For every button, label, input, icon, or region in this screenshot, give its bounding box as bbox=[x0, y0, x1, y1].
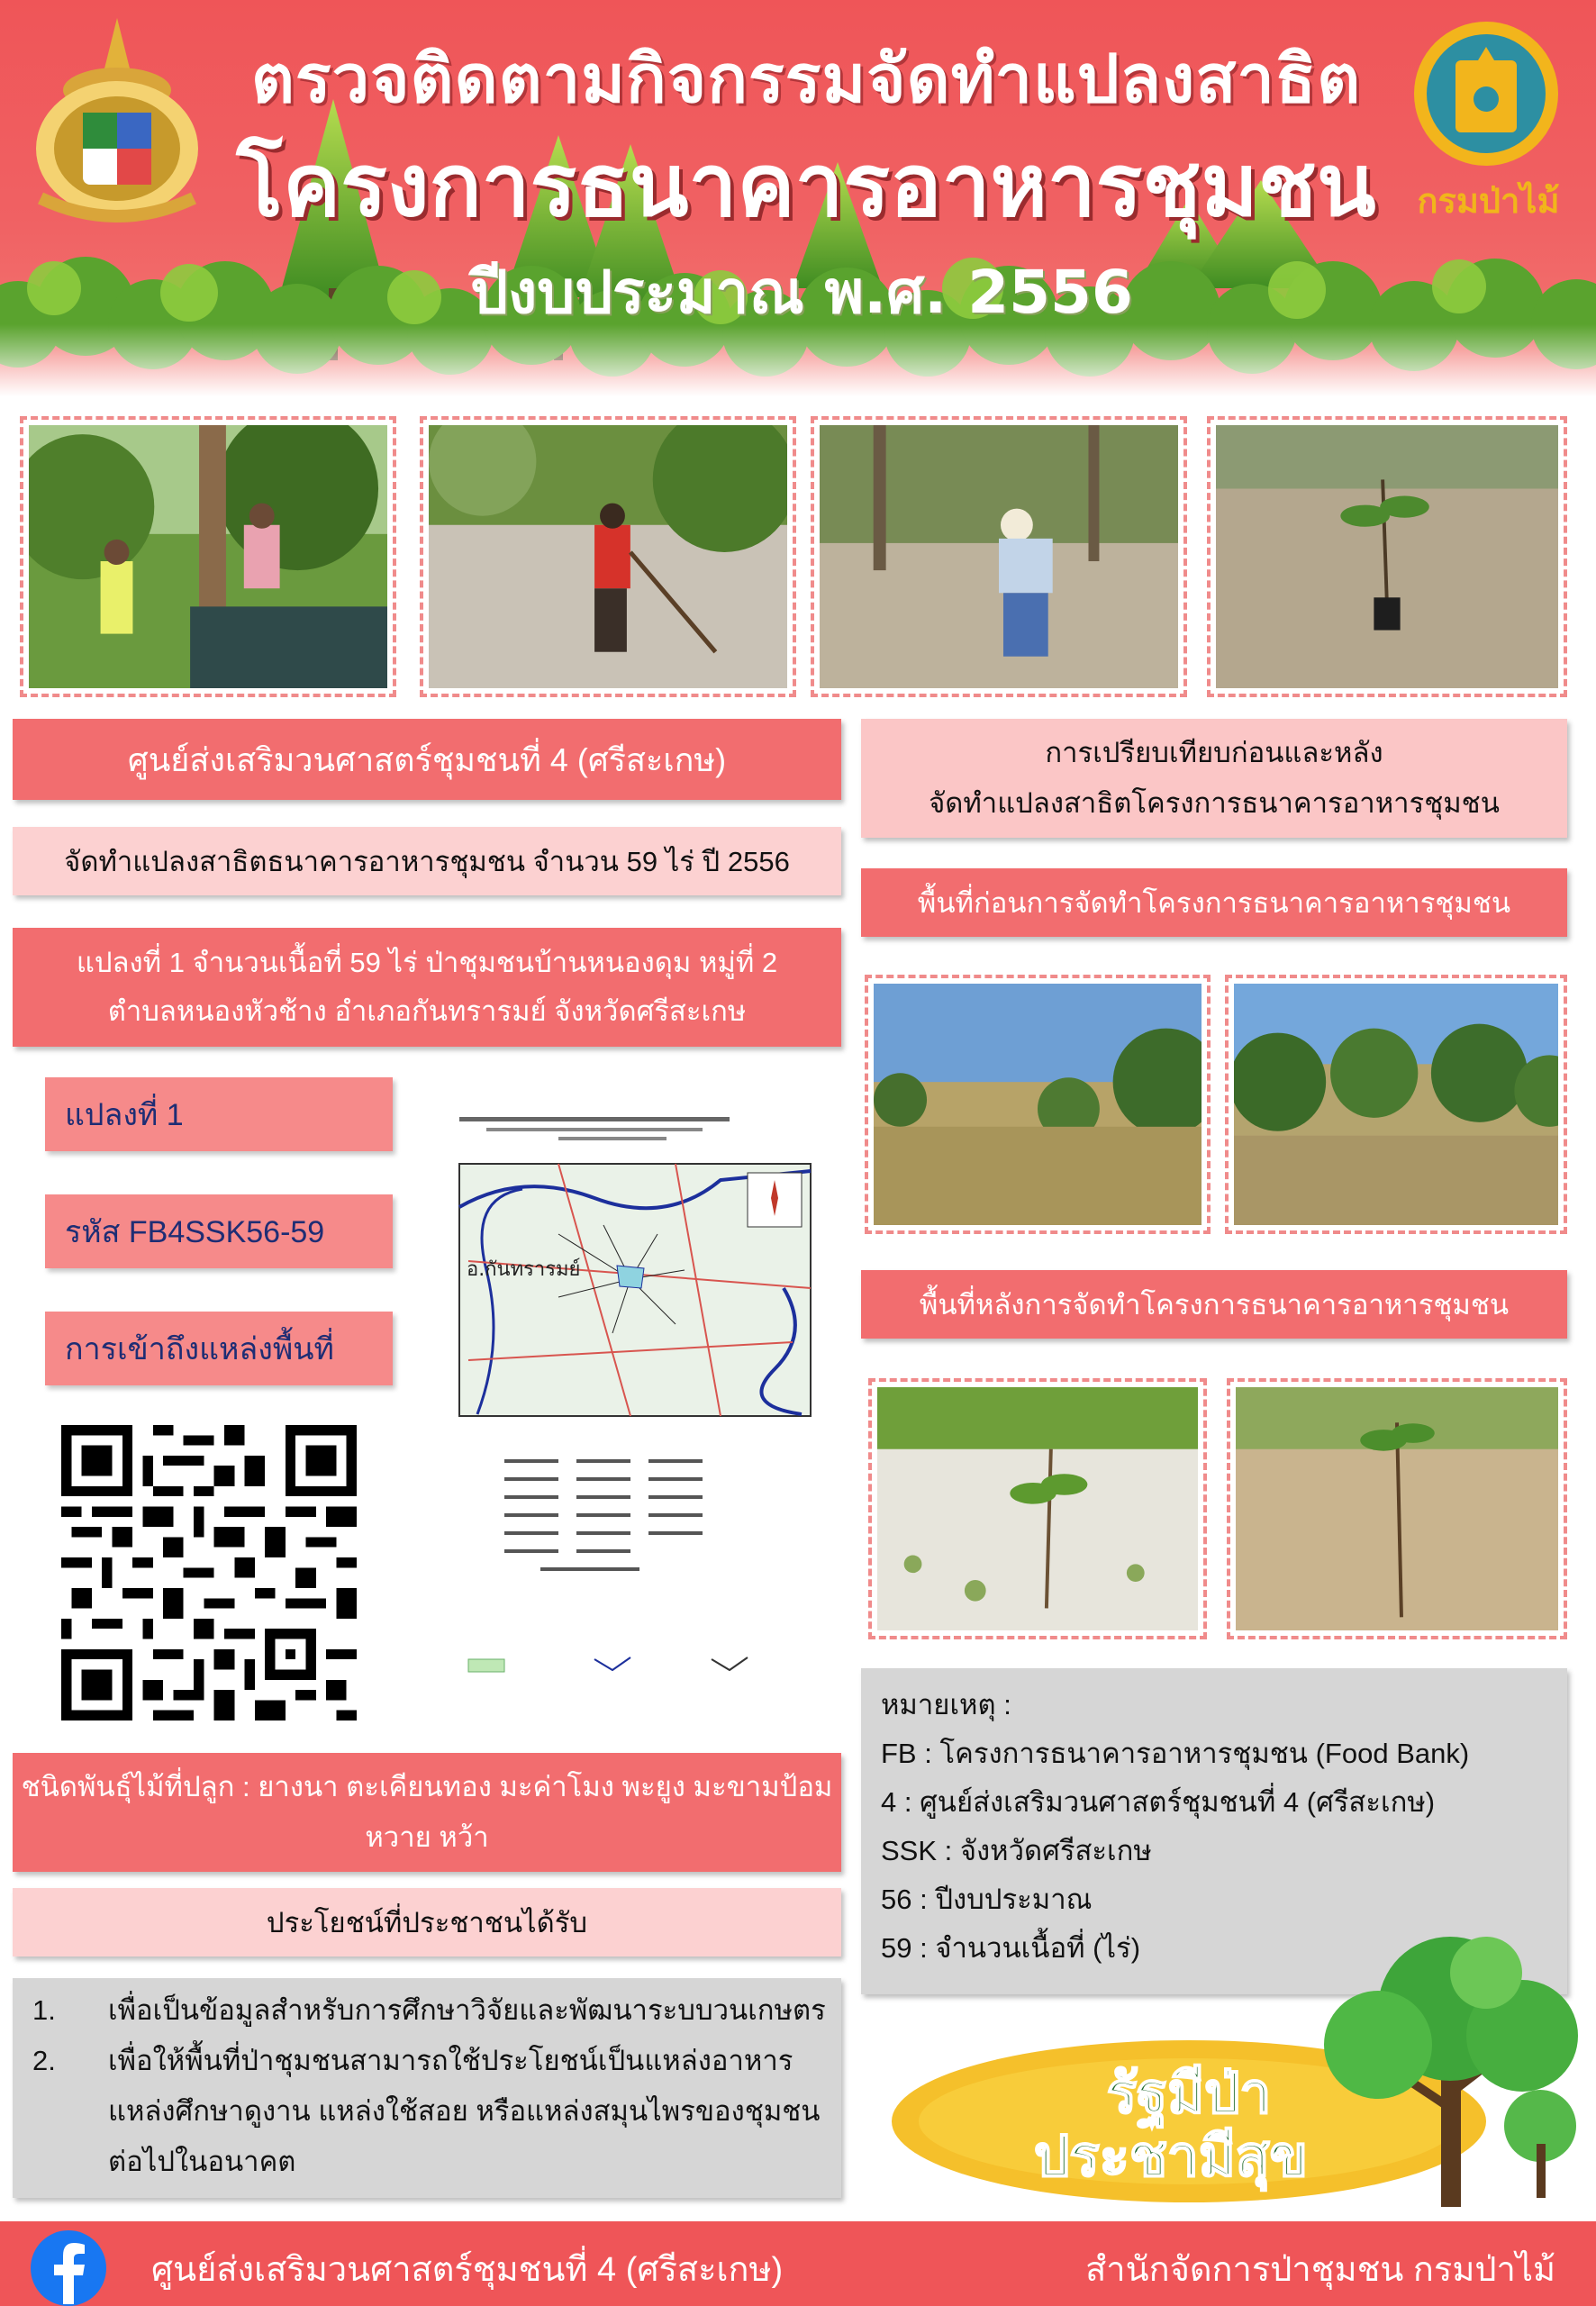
benefits-list-box bbox=[13, 1978, 841, 2198]
map-town-label: อ.กันทรารมย์ bbox=[467, 1258, 581, 1281]
site-access-tag bbox=[45, 1312, 393, 1385]
center-title: ศูนย์ส่งเสริมวนศาสตร์ชุมชนที่ 4 (ศรีสะเกษ) bbox=[127, 740, 727, 778]
photo-after-2 bbox=[1227, 1378, 1567, 1639]
photo-planting-seedling bbox=[811, 416, 1187, 697]
comparison-title-line1: การเปรียบเทียบก่อนและหลัง bbox=[1045, 737, 1383, 768]
slogan-line1: รัฐมีป่า bbox=[1106, 2060, 1272, 2126]
slogan-graphic bbox=[892, 1937, 1585, 2216]
benefits-title-box bbox=[13, 1888, 841, 1956]
benefit-text: แหล่งศึกษาดูงาน แหล่งใช้สอย หรือแหล่งสมุนไพรของชุมชน bbox=[108, 2095, 821, 2127]
after-label-box bbox=[861, 1270, 1567, 1339]
before-label: พื้นที่ก่อนการจัดทำโครงการธนาคารอาหารชุมชน bbox=[917, 887, 1511, 919]
benefit-item bbox=[13, 2036, 841, 2086]
header-banner bbox=[0, 0, 1596, 396]
qr-code[interactable] bbox=[61, 1425, 357, 1720]
slogan-line2: ประชามีสุข bbox=[1034, 2123, 1308, 2189]
provincial-emblem-icon bbox=[27, 18, 207, 225]
demo-plot-text: จัดทำแปลงสาธิตธนาคารอาหารชุมชน จำนวน 59 ไร่ ปี 2556 bbox=[64, 846, 790, 877]
header-title-line1: ตรวจติดตามกิจกรรมจัดทำแปลงสาธิต bbox=[250, 41, 1362, 118]
forest-department-label: กรมป่าไม้ bbox=[1417, 181, 1560, 221]
footer-center-name: ศูนย์ส่งเสริมวนศาสตร์ชุมชนที่ 4 (ศรีสะเกษ) bbox=[151, 2251, 784, 2289]
benefit-item-continued bbox=[13, 2086, 841, 2137]
plot-number-label: แปลงที่ 1 bbox=[65, 1098, 184, 1132]
plot-location-line1: แปลงที่ 1 จำนวนเนื้อที่ 59 ไร่ ป่าชุมชนบ้านหนองดุม หมู่ที่ 2 bbox=[76, 947, 778, 978]
note-line: 4 : ศูนย์ส่งเสริมวนศาสตร์ชุมชนที่ 4 (ศรีสะเกษ) bbox=[881, 1786, 1436, 1818]
header-fiscal-year: ปีงบประมาณ พ.ศ. 2556 bbox=[470, 258, 1133, 327]
benefit-item-continued bbox=[13, 2137, 841, 2187]
notes-title: หมายเหตุ : bbox=[881, 1689, 1011, 1720]
before-label-box bbox=[861, 868, 1567, 937]
benefit-item bbox=[13, 1985, 841, 2036]
center-title-box bbox=[13, 719, 841, 800]
royal-forest-department-logo-icon bbox=[1412, 20, 1561, 168]
note-line: SSK : จังหวัดศรีสะเกษ bbox=[881, 1835, 1152, 1866]
footer-office-name: สำนักจัดการป่าชุมชน กรมป่าไม้ bbox=[1085, 2251, 1555, 2289]
benefit-number: 1. bbox=[32, 1994, 56, 2026]
species-box bbox=[13, 1753, 841, 1872]
plot-location-map[interactable] bbox=[450, 1108, 820, 1684]
benefits-list bbox=[13, 1985, 841, 2187]
photo-loading-seedlings bbox=[20, 416, 396, 697]
benefit-number: 2. bbox=[32, 2045, 56, 2076]
header-title-line2: โครงการธนาคารอาหารชุมชน bbox=[236, 135, 1376, 236]
plot-number-tag bbox=[45, 1077, 393, 1151]
benefit-text: เพื่อให้พื้นที่ป่าชุมชนสามารถใช้ประโยชน์เป็นแหล่งอาหาร bbox=[108, 2045, 793, 2076]
benefits-title: ประโยชน์ที่ประชาชนได้รับ bbox=[266, 1907, 588, 1938]
plot-location-box bbox=[13, 928, 841, 1047]
note-line: 56 : ปีงบประมาณ bbox=[881, 1884, 1093, 1915]
photo-seedling-in-ground bbox=[1207, 416, 1567, 697]
after-label: พื้นที่หลังการจัดทำโครงการธนาคารอาหารชุมชน bbox=[919, 1289, 1510, 1321]
note-line: 59 : จำนวนเนื้อที่ (ไร่) bbox=[881, 1932, 1141, 1964]
benefit-text: ต่อไปในอนาคต bbox=[108, 2146, 296, 2177]
plot-code-tag bbox=[45, 1194, 393, 1268]
note-line: FB : โครงการธนาคารอาหารชุมชน (Food Bank) bbox=[881, 1738, 1470, 1769]
comparison-title-line2: จัดทำแปลงสาธิตโครงการธนาคารอาหารชุมชน bbox=[929, 787, 1500, 819]
footer-bar bbox=[0, 2221, 1596, 2306]
plot-code-label: รหัส FB4SSK56-59 bbox=[65, 1215, 325, 1249]
species-line2: หวาย หว้า bbox=[365, 1821, 489, 1853]
photo-digging-soil bbox=[420, 416, 796, 697]
photo-before-2 bbox=[1225, 975, 1567, 1234]
site-access-label: การเข้าถึงแหล่งพื้นที่ bbox=[65, 1332, 334, 1366]
species-line1: ชนิดพันธุ์ไม้ที่ปลูก : ยางนา ตะเคียนทอง มะค่าโมง พะยูง มะขามป้อม bbox=[21, 1771, 833, 1802]
plot-location-line2: ตำบลหนองหัวช้าง อำเภอกันทรารมย์ จังหวัดศรีสะเกษ bbox=[107, 995, 747, 1027]
demo-plot-box bbox=[13, 827, 841, 895]
photo-before-1 bbox=[865, 975, 1211, 1234]
photo-after-1 bbox=[868, 1378, 1207, 1639]
benefit-text: เพื่อเป็นข้อมูลสำหรับการศึกษาวิจัยและพัฒนาระบบวนเกษตร bbox=[108, 1994, 826, 2026]
facebook-icon[interactable] bbox=[27, 2227, 110, 2306]
comparison-title-box bbox=[861, 719, 1567, 838]
